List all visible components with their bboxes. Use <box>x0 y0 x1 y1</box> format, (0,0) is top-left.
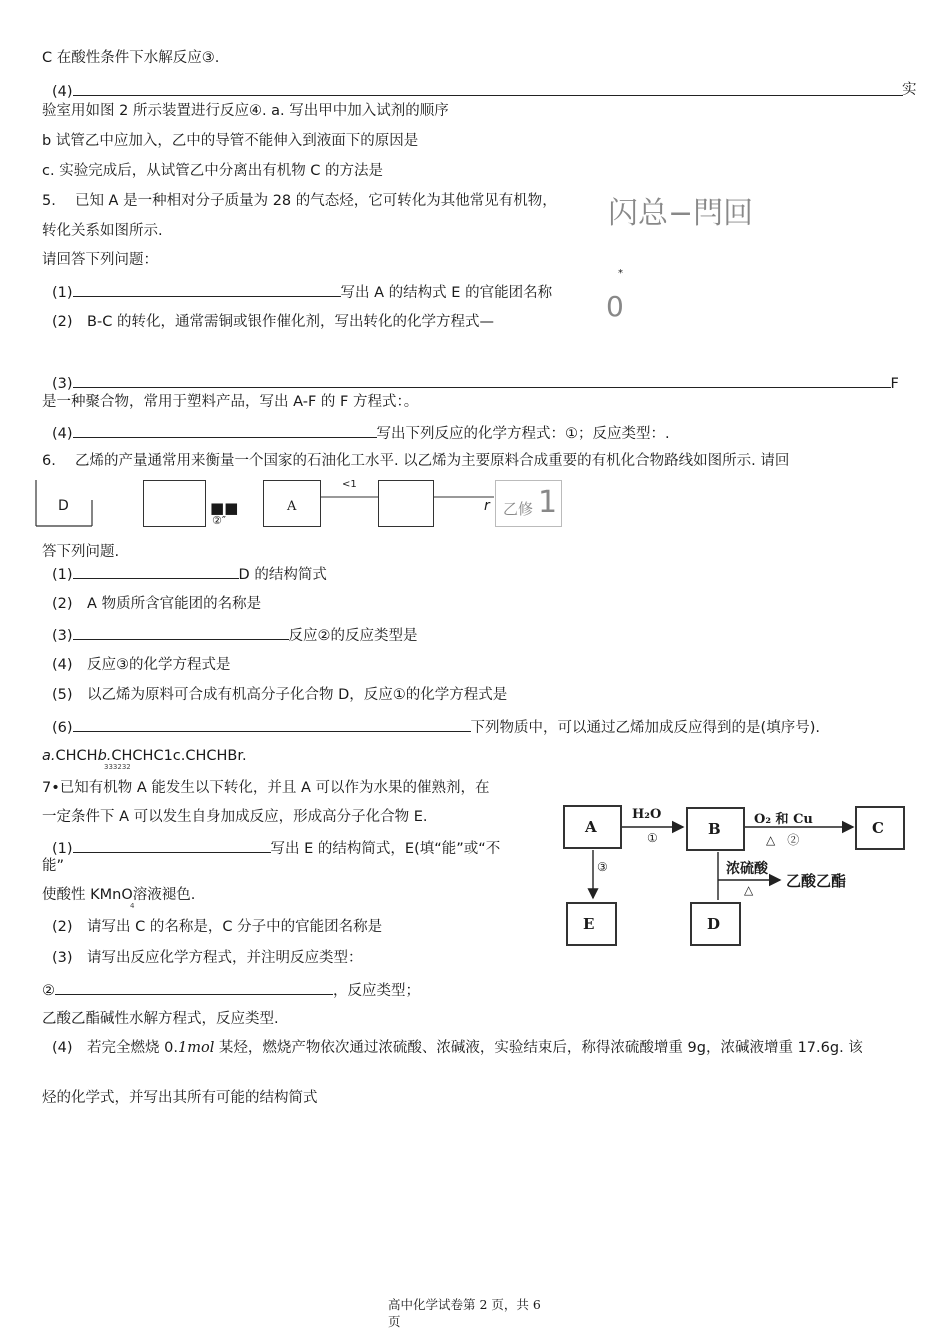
q6-marks: ■■ <box>210 499 239 517</box>
q7-intro: 7•已知有机物 A 能发生以下转化，并且 A 可以作为水果的催熟剂，在 <box>42 780 490 796</box>
q6-box-last-big: 1 <box>538 485 558 520</box>
q6-intro: 6. 乙烯的产量通常用来衡量一个国家的石油化工水平. 以乙烯为主要原料合成重要的有机化合物路线如图所示. 请回 <box>42 453 790 469</box>
q6-part6-text: 下列物质中，可以通过乙烯加成反应得到的是(填序号). <box>470 720 820 736</box>
q7-box-c <box>855 806 905 850</box>
q7-part4-b: 某烃，燃烧产物依次通过浓硫酸、浓碱液，实验结束后，称得浓硫酸增重 9g，浓碱液增重 17.6g. 该 <box>214 1040 863 1056</box>
q5-part3-line2: 是一种聚合物，常用于塑料产品，写出 A-F 的 F 方程式：。 <box>42 394 419 410</box>
q7-box-c-label: C <box>872 819 884 837</box>
q7-box-a <box>563 805 622 849</box>
q7-label-r1: ① <box>647 831 658 845</box>
q6-box-a-label: A <box>287 499 297 514</box>
q6-arrow-label: <1 <box>342 479 357 490</box>
option-a-text: CHCH <box>55 748 98 764</box>
q7-box-e-label: E <box>583 915 595 933</box>
q7-label-ester: 乙酸乙酯 <box>786 872 847 890</box>
q7-part1-number: (1) <box>52 841 73 857</box>
q7-box-a-label: A <box>585 818 597 836</box>
q4-part4-number: (4) <box>52 84 73 100</box>
q5-part1-number: (1) <box>52 285 73 301</box>
q6-intro-2: 答下列问题. <box>42 544 120 560</box>
q5-intro-2: 转化关系如图所示. <box>42 223 163 239</box>
q7-label-h2o: H₂O <box>632 807 662 822</box>
q7-kmno4-subscript: 4 <box>130 902 135 910</box>
q5-figure-star: * <box>618 268 623 279</box>
q5-intro: 5. 已知 A 是一种相对分子质量为 28 的气态烃，它可转化为其他常见有机物， <box>42 193 557 209</box>
q7-part2: (2) 请写出 C 的名称是，C 分子中的官能团名称是 <box>52 919 383 935</box>
q7-part4-a: (4) 若完全燃烧 0. <box>52 1040 178 1056</box>
q7-last-line: 烃的化学式，并写出其所有可能的结构简式 <box>42 1090 318 1106</box>
q7-intro-2: 一定条件下 A 可以发生自身加成反应，形成高分子化合物 E. <box>42 809 428 825</box>
q6-part5: (5) 以乙烯为原料可合成有机高分子化合物 D，反应①的化学方程式是 <box>52 687 508 703</box>
q4-line-apparatus: 验室用如图 2 所示装置进行反应④. a. 写出甲中加入试剂的顺序 <box>42 103 449 119</box>
page-footer: 高中化学试卷第 2 页，共 6 <box>388 1297 541 1312</box>
option-bc-text: CHCHC1c.CHCHBr. <box>111 748 247 764</box>
q5-part2: (2) B-C 的转化，通常需铜或银作催化剂，写出转化的化学方程式— <box>52 314 494 330</box>
q7-label-r3: ③ <box>597 860 608 874</box>
q5-prompt: 请回答下列问题： <box>42 252 158 268</box>
q7-label-h2so4: 浓硫酸 <box>726 861 768 877</box>
q6-part6-number: (6) <box>52 720 73 736</box>
q6-marks-sub: ②″ <box>212 514 226 527</box>
q4-part4-tail: 实 <box>902 82 917 98</box>
option-b-label: b. <box>97 748 112 764</box>
q6-part3-number: (3) <box>52 628 73 644</box>
q7-label-delta-r2: △ ② <box>766 833 800 847</box>
q4-line-tube-b: b 试管乙中应加入，乙中的导管不能伸入到液面下的原因是 <box>42 133 419 149</box>
q7-box-b <box>686 807 745 851</box>
q7-part4-italic: 1mol <box>177 1040 215 1056</box>
q6-part2: (2) A 物质所含官能团的名称是 <box>52 596 262 612</box>
q6-options-subscripts: 333232 <box>104 763 131 771</box>
q7-box-b-label: B <box>708 820 721 838</box>
q5-part3-number: (3) <box>52 376 73 392</box>
q5-part4-text: 写出下列反应的化学方程式：①；反应类型：. <box>376 426 670 442</box>
q6-part1-text: D 的结构简式 <box>238 567 327 583</box>
q7-kmno4-text: 使酸性 KMnO <box>42 887 133 903</box>
q7-part1-text: 写出 E 的结构简式，E(填“能”或“不 <box>270 841 501 857</box>
q6-part3-text: 反应②的反应类型是 <box>288 628 418 644</box>
option-a-label: a. <box>42 748 56 764</box>
q5-part4-number: (4) <box>52 426 73 442</box>
q7-circ2: ② <box>42 983 55 999</box>
q6-part1-number: (1) <box>52 567 73 583</box>
q6-part4: (4) 反应③的化学方程式是 <box>52 657 231 673</box>
q7-circ2-tail: ，反应类型； <box>333 983 420 999</box>
q7-part3: (3) 请写出反应化学方程式，并注明反应类型： <box>52 950 363 966</box>
q6-box-d-label: D <box>58 498 69 514</box>
q7-kmno4-tail: 溶液褪色. <box>132 887 196 903</box>
q7-label-o2cu: O₂ 和 Cu <box>754 812 813 827</box>
q4-line-hydrolysis: C 在酸性条件下水解反应③. <box>42 50 220 66</box>
q7-box-e <box>566 902 617 946</box>
q7-box-d-label: D <box>707 915 721 933</box>
page-footer-2: 页 <box>388 1314 401 1329</box>
q5-figure-zero: 0 <box>606 290 624 323</box>
q5-part1-text: 写出 A 的结构式 E 的官能团名称 <box>340 285 553 301</box>
q4-line-separate-c: c. 实验完成后，从试管乙中分离出有机物 C 的方法是 <box>42 163 384 179</box>
q7-part1-line2: 能” <box>42 858 65 874</box>
q7-ester-hydrolysis: 乙酸乙酯碱性水解方程式，反应类型. <box>42 1011 279 1027</box>
q5-part3-tail: F <box>890 376 899 392</box>
q6-box-last-small: 乙修 <box>503 500 534 518</box>
q7-label-delta: △ <box>744 883 754 897</box>
q6-r-mark: r <box>484 498 490 514</box>
q5-figure-text: 闪总−閂回 <box>608 196 754 231</box>
q7-box-d <box>690 902 741 946</box>
